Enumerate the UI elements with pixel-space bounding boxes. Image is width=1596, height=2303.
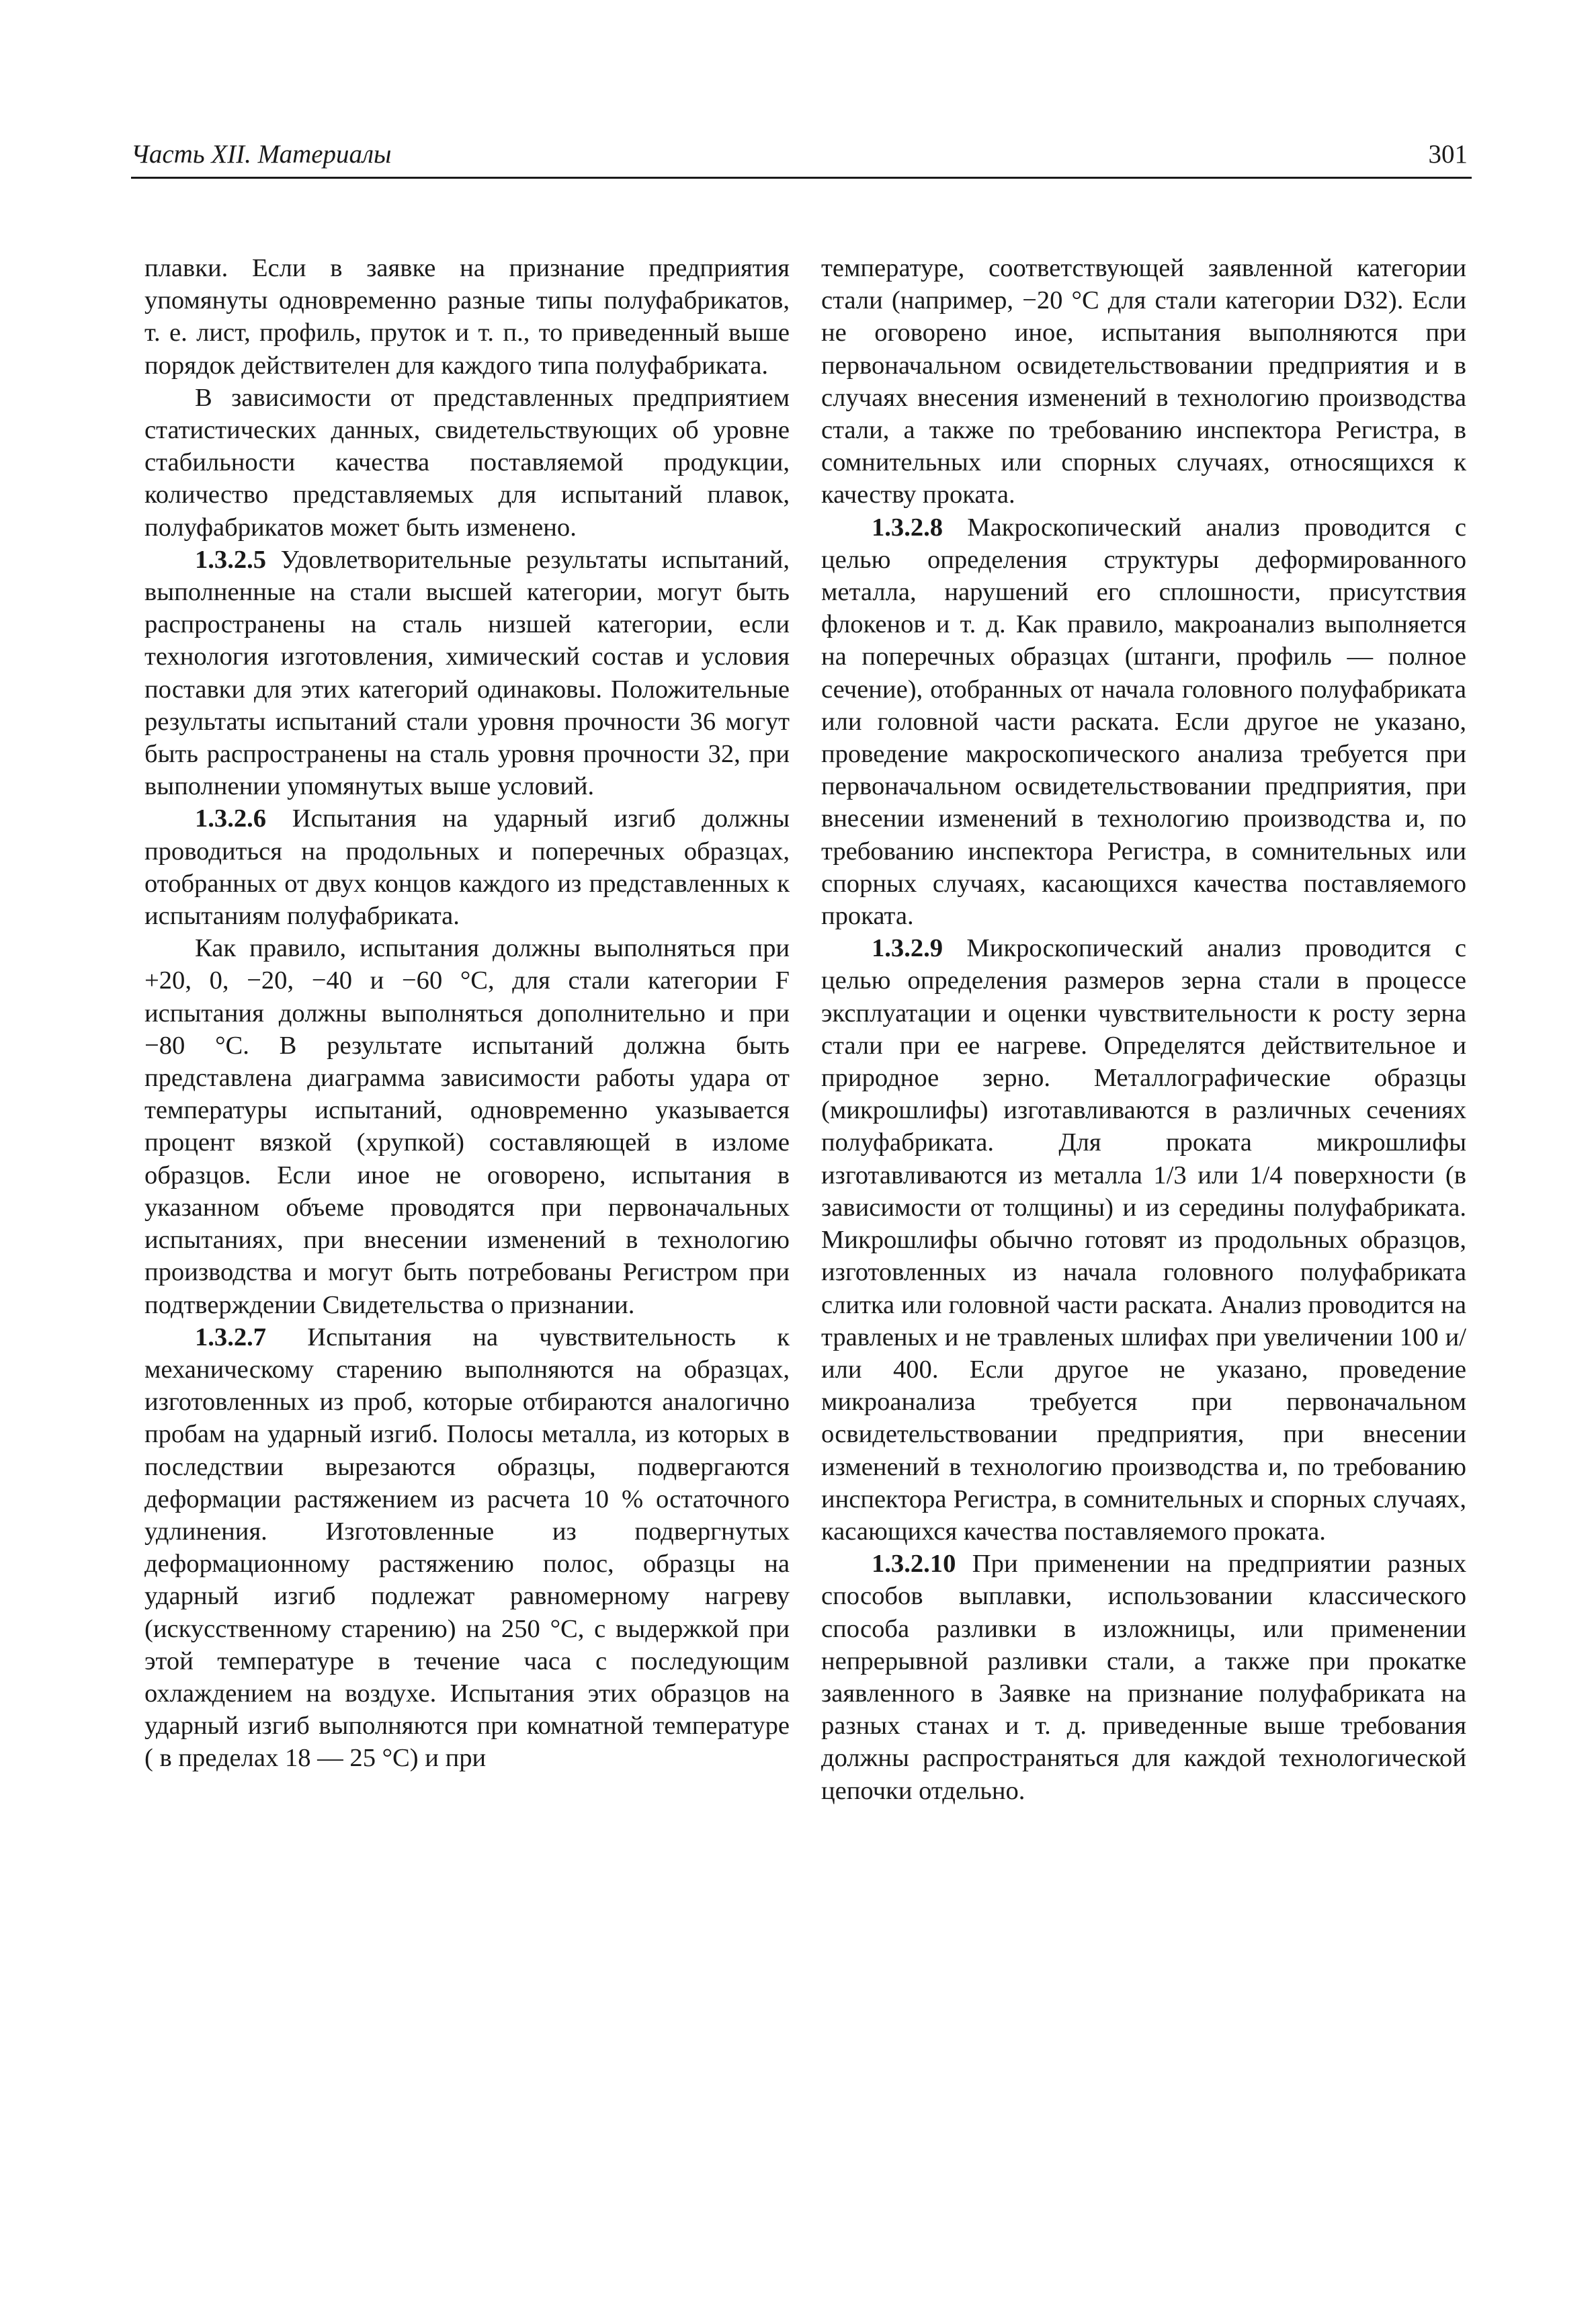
header-rule	[131, 177, 1472, 179]
running-header	[131, 131, 1472, 178]
clause-number: 1.3.2.6	[195, 804, 267, 833]
clause-number: 1.3.2.8	[872, 513, 943, 542]
left-column	[144, 252, 790, 1775]
paragraph: 1.3.2.6 Испытания на ударный изгиб должны проводиться на продольных и поперечных образцах, отобранных от двух концов каждого из представленных к испытаниям полуфабриката.	[144, 804, 790, 931]
paragraph: Как правило, испытания должны выполняться при +20, 0, −20, −40 и −60 °C, для стали категории F испытания должны выполняться дополнительно и при −80 °C. В результате испытаний должна быть представлена диаграмма зависимости работы удара от температуры испытаний, одновременно указывается процент вязкой (хрупкой) составляющей в изломе образцов. Если иное не оговорено, испытания в указанном объеме проводятся при первоначальных испытаниях, при внесении изменений в технологию производства и могут быть потребованы Регистром при подтверждении Свидетельства о признании.	[144, 934, 790, 1319]
page-number: 301	[1428, 140, 1468, 169]
paragraph: плавки. Если в заявке на признание предприятия упомянуты одновременно разные типы полуфабрикатов, т. е. лист, профиль, пруток и т. п., то приведенный выше порядок действителен для каждого типа полуфабриката.	[144, 254, 790, 380]
paragraph: 1.3.2.8 Макроскопический анализ проводится с целью определения структуры деформированного металла, нарушений его сплошности, присутствия флокенов и т. д. Как правило, макроанализ выполняется на поперечных образцах (штанги, профиль — полное сечение), отобранных от начала головного полуфабриката или головной части раската. Если другое не указано, проведение макроскопического анализа требуется при первоначальном освидетельствовании предприятия, при внесении изменений в технологию производства и, по требованию инспектора Регистра, в сомнительных или спорных случаях, касающихся качества поставляемого проката.	[821, 513, 1466, 931]
clause-number: 1.3.2.7	[195, 1323, 267, 1351]
clause-number: 1.3.2.9	[872, 934, 943, 963]
paragraph: 1.3.2.5 Удовлетворительные результаты испытаний, выполненные на стали высшей категории, могут быть распространены на сталь низшей категории, если технология изготовления, химический состав и условия поставки для этих категорий одинаковы. Положительные результаты испытаний стали уровня прочности 36 могут быть распространены на сталь уровня прочности 32, при выполнении упомянутых выше условий.	[144, 545, 790, 801]
right-column	[821, 252, 1466, 1807]
paragraph: В зависимости от представленных предприятием статистических данных, свидетельствующих об уровне стабильности качества поставляемой продукции, количество представляемых для испытаний плавок, полуфабрикатов может быть изменено.	[144, 383, 790, 542]
paragraph: 1.3.2.10 При применении на предприятии разных способов выплавки, использовании классического способа разливки в изложницы, или применении непрерывной разливки стали, а также при прокатке заявленного в Заявке на признание полуфабриката на разных станах и т. д. приведенные выше требования должны распространяться для каждой технологической цепочки отдельно.	[821, 1550, 1466, 1805]
paragraph: 1.3.2.9 Микроскопический анализ проводится с целью определения размеров зерна стали в процессе эксплуатации и оценки чувствительности к росту зерна стали при ее нагреве. Определятся действительное и природное зерно. Металлографические образцы (микрошлифы) изготавливаются в различных сечениях полуфабриката. Для проката микрошлифы изготавливаются из металла 1/3 или 1/4 поверхности (в зависимости от толщины) и из середины полуфабриката. Микрошлифы обычно готовят из продольных образцов, изготовленных из начала головного полуфабриката слитка или головной части раската. Анализ проводится на травленых и не травленых шлифах при увеличении 100 и/или 400. Если другое не указано, проведение микроанализа требуется при первоначальном освидетельствовании предприятия, при внесении изменений в технологию производства и, по требованию инспектора Регистра, в сомнительных и спорных случаях, касающихся качества поставляемого проката.	[821, 934, 1466, 1546]
clause-number: 1.3.2.5	[195, 545, 267, 574]
header-section-title: Часть XII. Материалы	[131, 140, 392, 169]
clause-number: 1.3.2.10	[872, 1550, 956, 1579]
paragraph: 1.3.2.7 Испытания на чувствительность к механическому старению выполняются на образцах, изготовленных из проб, которые отбираются аналогично пробам на ударный изгиб. Полосы металла, из которых в последствии вырезаются образцы, подвергаются деформации растяжением из расчета 10 % остаточного удлинения. Изготовленные из подвергнутых деформационному растяжению полос, образцы на ударный изгиб подлежат равномерному нагреву (искусственному старению) на 250 °C, с выдержкой при этой температуре в течение часа с последующим охлаждением на воздухе. Испытания этих образцов на ударный изгиб выполняются при комнатной температуре ( в пределах 18 — 25 °C) и при	[144, 1323, 790, 1773]
paragraph: температуре, соответствующей заявленной категории стали (например, −20 °C для стали категории D32). Если не оговорено иное, испытания выполняются при первоначальном освидетельствовании предприятия и в случаях внесения изменений в технологию производства стали, а также по требованию инспектора Регистра, в сомнительных или спорных случаях, относящихся к качеству проката.	[821, 254, 1466, 509]
